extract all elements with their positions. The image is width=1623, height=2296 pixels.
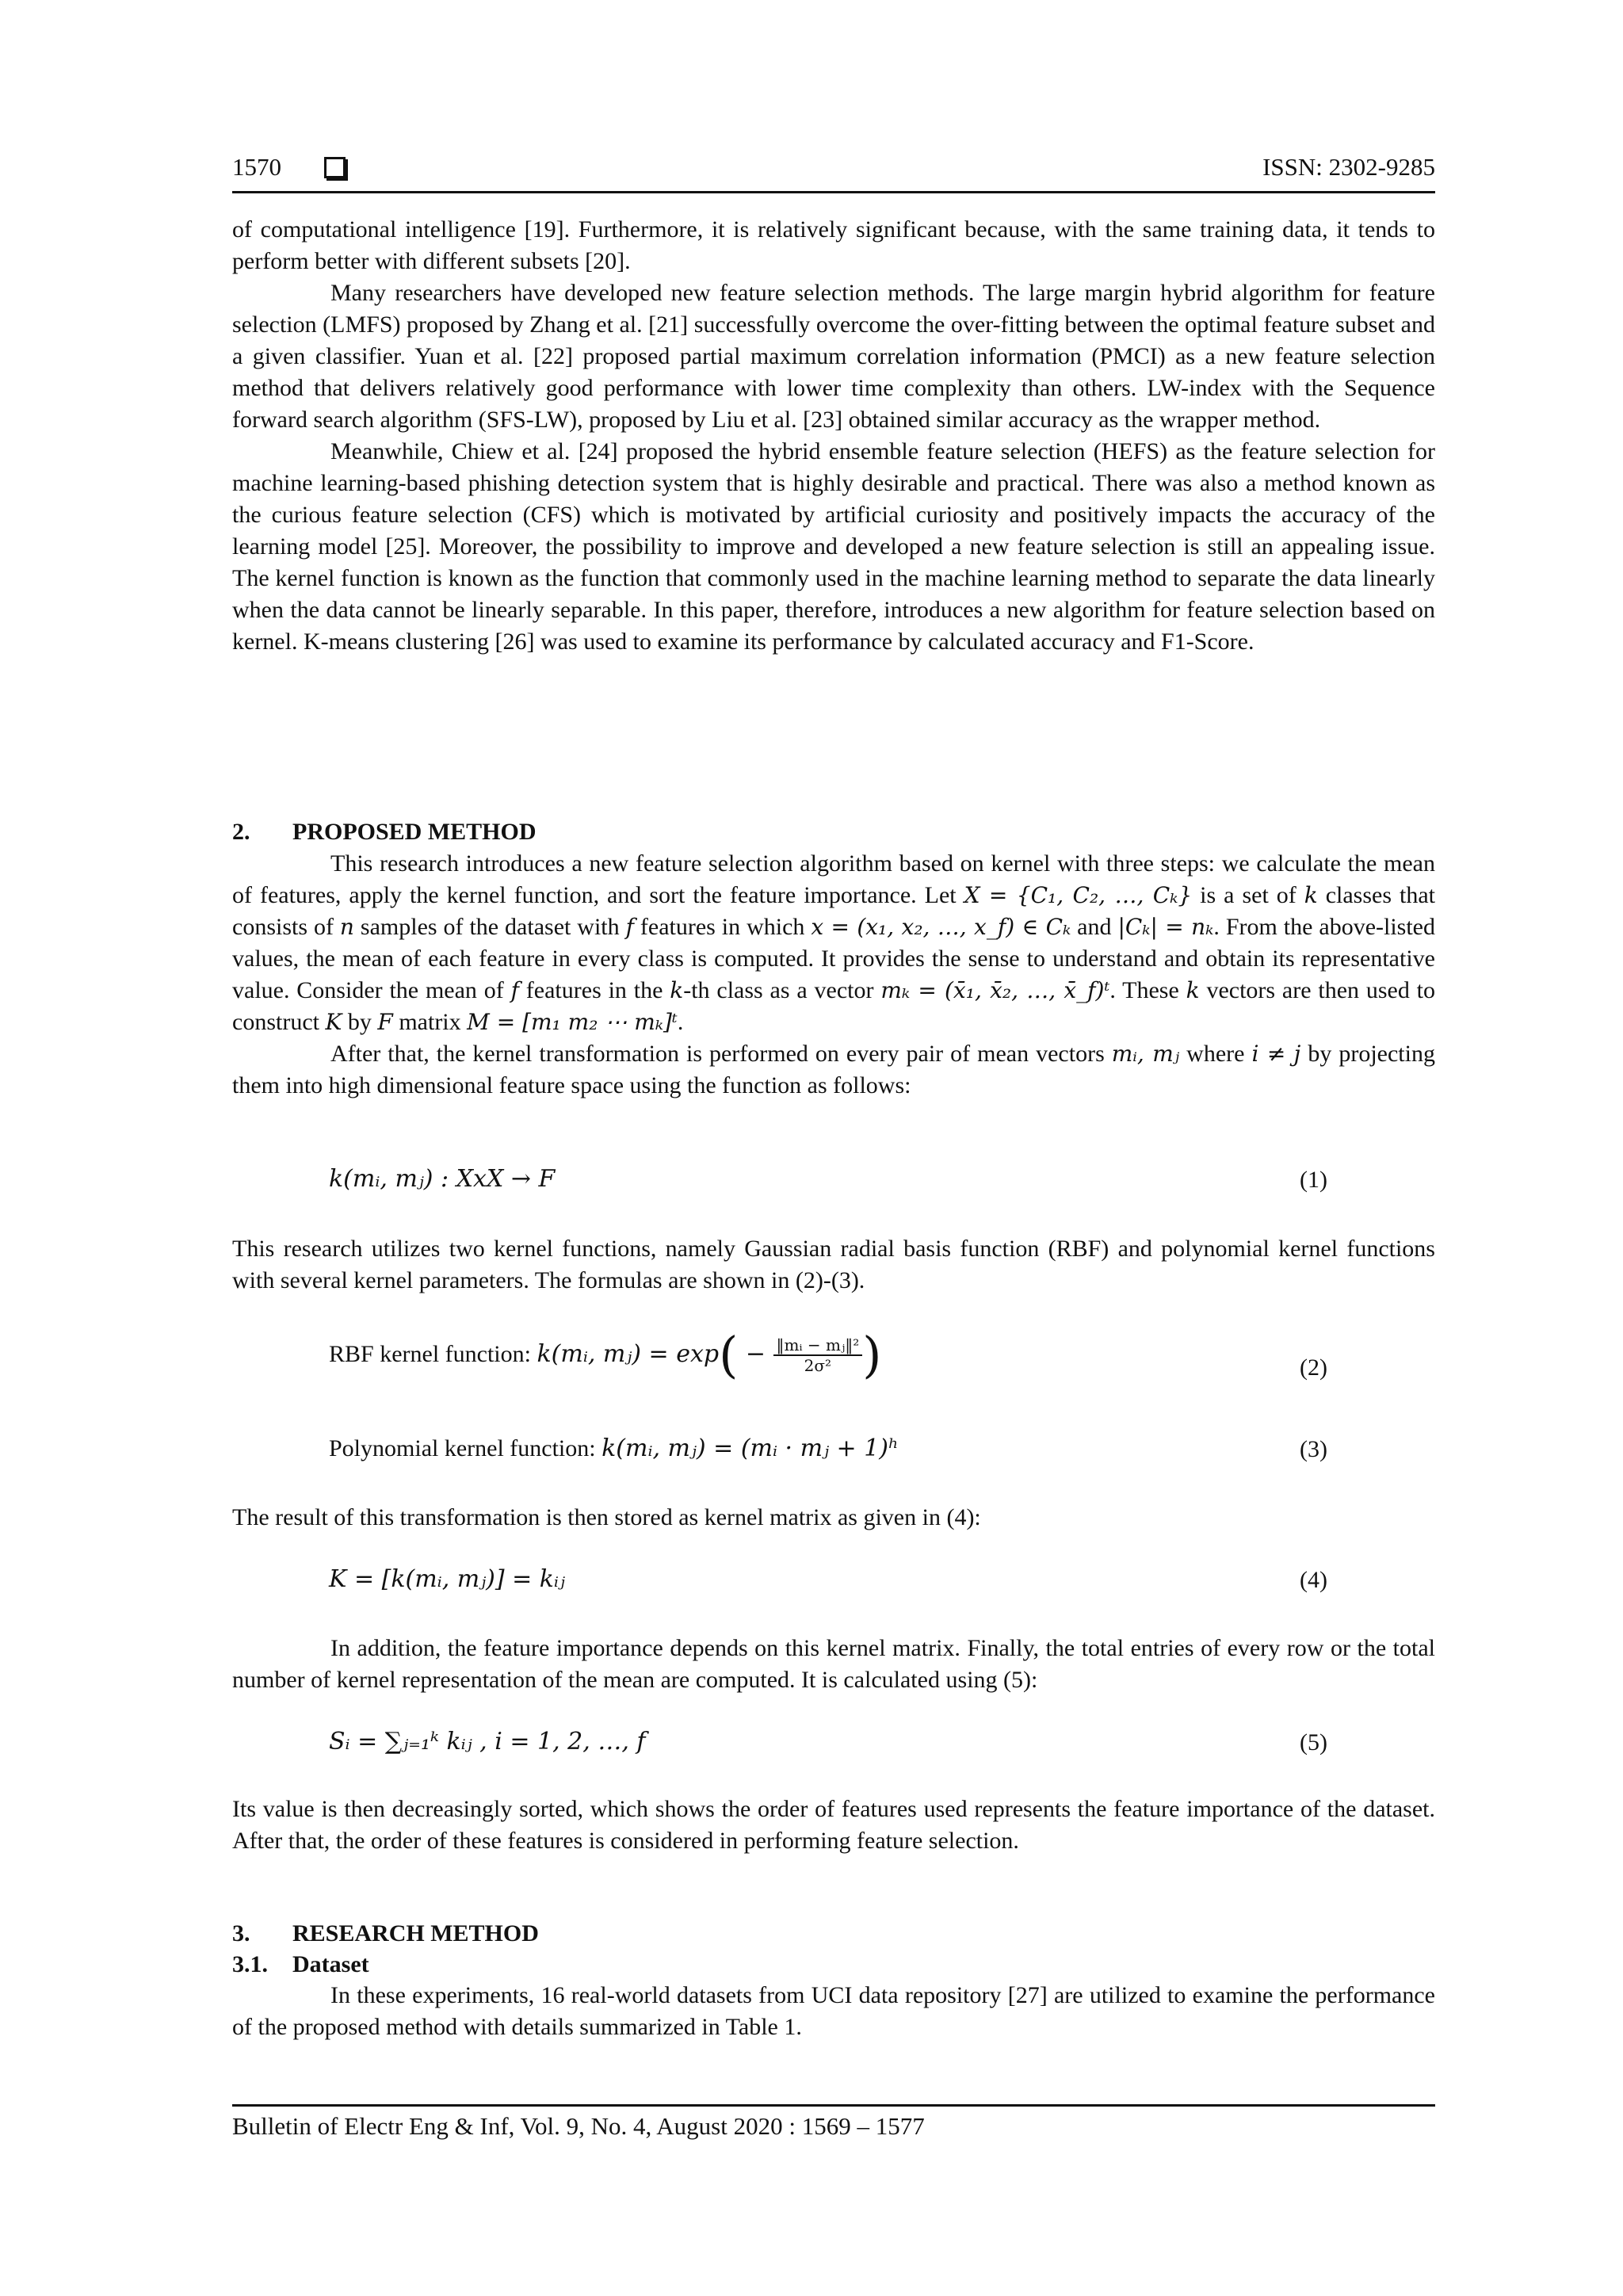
footer-rule (232, 2104, 1435, 2107)
equation-number: (5) (1300, 1729, 1327, 1755)
intro-continuation (232, 214, 1435, 658)
section-heading (232, 816, 537, 848)
section-2-body-e (232, 1794, 1435, 1857)
section-3-body (232, 1980, 1435, 2043)
section-number: 3. (232, 1920, 250, 1946)
paragraph: This research utilizes two kernel functions, namely Gaussian radial basis function (RBF) and polynomial kernel functions with several kernel parameters. The formulas are shown in (2)-(3). (232, 1236, 1435, 1293)
section-2-body-c (232, 1502, 1435, 1534)
equation-expression: Polynomial kernel function: k(mᵢ, mⱼ) = (mᵢ · mⱼ + 1)ʰ (329, 1435, 899, 1462)
equation-number: (2) (1300, 1354, 1327, 1381)
equation-expression: k(mᵢ, mⱼ) : XxX → F (329, 1165, 556, 1193)
section-title: PROPOSED METHOD (292, 819, 537, 845)
equation-number: (1) (1300, 1167, 1327, 1193)
header-rule (232, 191, 1435, 193)
section-2-body (232, 848, 1435, 1102)
equation-expression: K = [k(mᵢ, mⱼ)] = kᵢⱼ (329, 1565, 565, 1593)
page-footer: Bulletin of Electr Eng & Inf, Vol. 9, No. 4, August 2020 : 1569 – 1577 (232, 2112, 925, 2140)
checkbox-square-icon (324, 157, 346, 178)
paragraph: In addition, the feature importance depends on this kernel matrix. Finally, the total entries of every row or the total number of kernel representation of the mean are computed. It is calculated using (5): (232, 1635, 1435, 1693)
page-header (232, 153, 1435, 193)
paragraph: Many researchers have developed new feature selection methods. The large margin hybrid algorithm for feature selection (LMFS) proposed by Zhang et al. [21] successfully overcome the over-fitting between the optimal feature subset and a given classifier. Yuan et al. [22] proposed partial maximum correlation information (PMCI) as a new feature selection method that delivers relatively good performance with lower time complexity than others. LW-index with the Sequence forward search algorithm (SFS-LW), proposed by Liu et al. [23] obtained similar accuracy as the wrapper method. (232, 280, 1435, 433)
equation-expression: Sᵢ = ∑ⱼ₌₁ᵏ kᵢⱼ , i = 1, 2, …, f (329, 1728, 646, 1755)
equation-expression: RBF kernel function: k(mᵢ, mⱼ) = exp( − $\frac{\text{‖mᵢ − mⱼ‖²}}{\text{2σ²}}$ ) (329, 1326, 882, 1384)
issn: ISSN: 2302-9285 (1262, 153, 1435, 181)
section-2-body-b (232, 1233, 1435, 1297)
section-title: RESEARCH METHOD (292, 1920, 539, 1946)
paragraph: After that, the kernel transformation is performed on every pair of mean vectors mᵢ, mⱼ where i ≠ j by projecting them into high dimensional feature space using the function as follows: (232, 1041, 1435, 1098)
equation-3 (232, 1435, 1327, 1482)
equation-2 (232, 1326, 1327, 1399)
paragraph: In these experiments, 16 real-world datasets from UCI data repository [27] are utilized to examine the performance of the proposed method with details summarized in Table 1. (232, 1982, 1435, 2040)
equation-5 (232, 1728, 1327, 1775)
equation-4 (232, 1565, 1327, 1613)
equation-number: (3) (1300, 1436, 1327, 1462)
subsection-title: Dataset (292, 1951, 369, 1977)
subsection-number: 3.1. (232, 1951, 268, 1977)
subsection-heading (232, 1949, 369, 1981)
page-number: 1570 (232, 153, 281, 181)
section-number: 2. (232, 819, 250, 845)
paragraph: Meanwhile, Chiew et al. [24] proposed the hybrid ensemble feature selection (HEFS) as the feature selection for machine learning-based phishing detection system that is highly desirable and practical. There was also a method known as the curious feature selection (CFS) which is motivated by artificial curiosity and positively impacts the accuracy of the learning model [25]. Moreover, the possibility to improve and developed a new feature selection is still an appealing issue. The kernel function is known as the function that commonly used in the machine learning method to separate the data linearly when the data cannot be linearly separable. In this paper, therefore, introduces a new algorithm for feature selection based on kernel. K-means clustering [26] was used to examine its performance by calculated accuracy and F1-Score. (232, 438, 1435, 655)
section-2-body-d (232, 1633, 1435, 1696)
equation-1 (232, 1165, 1327, 1213)
equation-number: (4) (1300, 1567, 1327, 1593)
paragraph: The result of this transformation is then stored as kernel matrix as given in (4): (232, 1504, 981, 1530)
section-heading (232, 1918, 539, 1950)
paragraph: Its value is then decreasingly sorted, which shows the order of features used represents the feature importance of the dataset. After that, the order of these features is considered in performing feature selection. (232, 1796, 1435, 1854)
paragraph: This research introduces a new feature selection algorithm based on kernel with three steps: we calculate the mean of features, apply the kernel function, and sort the feature importance. Let X = {C₁, C₂, …, Cₖ} is a set of k classes that consists of n samples of the dataset with f features in which x = (x₁, x₂, …, x_f) ∈ Cₖ and |Cₖ| = nₖ. From the above-listed values, the mean of each feature in every class is computed. It provides the sense to understand and obtain its representative value. Consider the mean of f features in the k-th class as a vector mₖ = (x̄₁, x̄₂, …, x̄_f)ᵗ. These k vectors are then used to construct K by F matrix M = [m₁ m₂ ⋯ mₖ]ᵗ. (232, 850, 1436, 1035)
paragraph: of computational intelligence [19]. Furthermore, it is relatively significant because, with the same training data, it tends to perform better with different subsets [20]. (232, 216, 1435, 274)
